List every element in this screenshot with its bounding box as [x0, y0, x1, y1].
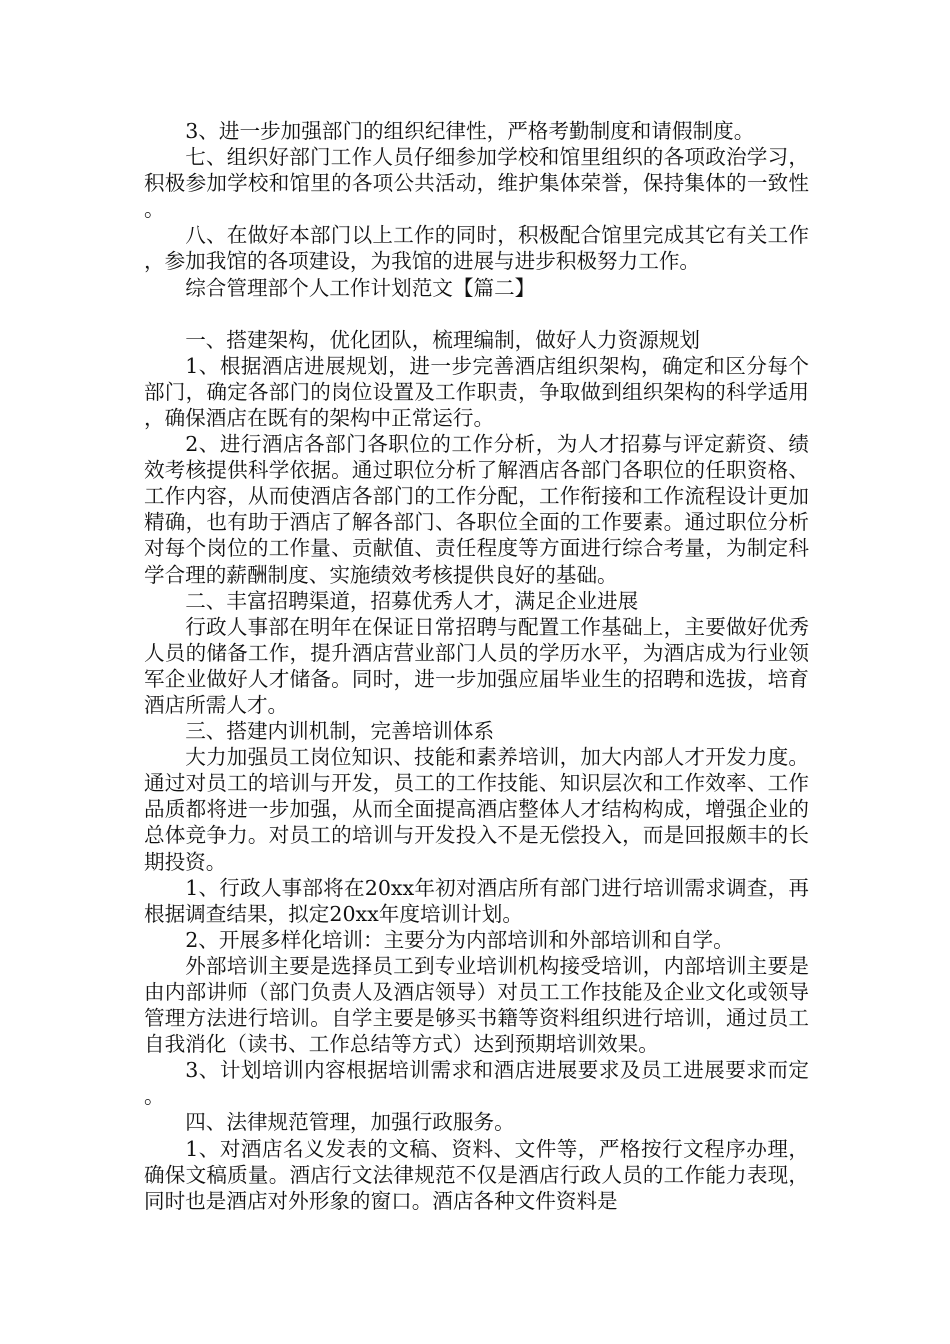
heading: 一、搭建架构，优化团队，梳理编制，做好人力资源规划	[185, 327, 701, 352]
paragraph: 1、对酒店名义发表的文稿、资料、文件等，严格按行文程序办理，确保文稿质量。酒店行文法律规范不仅是酒店行政人员的工作能力表现，同时也是酒店对外形象的窗口。酒店各种文件资料是	[144, 1136, 809, 1213]
paragraph: 1、根据酒店进展规划，进一步完善酒店组织架构，确定和区分每个部门，确定各部门的岗位设置及工作职责，争取做到组织架构的科学适用，确保酒店在既有的架构中正常运行。	[144, 353, 809, 430]
paragraph: 行政人事部在明年在保证日常招聘与配置工作基础上，主要做好优秀人员的储备工作，提升酒店营业部门人员的学历水平，为酒店成为行业领军企业做好人才储备。同时，进一步加强应届毕业生的招聘和选拔，培育酒店所需人才。	[144, 614, 809, 717]
document-body	[144, 118, 809, 1214]
section-title: 综合管理部个人工作计划范文【篇二】	[185, 275, 536, 300]
paragraph: 2、开展多样化培训：主要分为内部培训和外部培训和自学。	[185, 927, 734, 952]
paragraph: 八、在做好本部门以上工作的同时，积极配合馆里完成其它有关工作，参加我馆的各项建设，为我馆的进展与进步积极努力工作。	[144, 223, 809, 274]
paragraph: 七、组织好部门工作人员仔细参加学校和馆里组织的各项政治学习，积极参加学校和馆里的各项公共活动，维护集体荣誉，保持集体的一致性。	[144, 145, 809, 222]
heading: 四、法律规范管理，加强行政服务。	[185, 1110, 515, 1135]
paragraph: 2、进行酒店各部门各职位的工作分析，为人才招募与评定薪资、绩效考核提供科学依据。通过职位分析了解酒店各部门各职位的任职资格、工作内容，从而使酒店各部门的工作分配，工作衔接和工作流程设计更加精确，也有助于酒店了解各部门、各职位全面的工作要素。通过职位分析对每个岗位的工作量、贡献值、责任程度等方面进行综合考量，为制定科学合理的薪酬制度、实施绩效考核提供良好的基础。	[144, 432, 809, 587]
paragraph: 3、进一步加强部门的组织纪律性，严格考勤制度和请假制度。	[185, 119, 755, 143]
paragraph: 1、行政人事部将在20xx年初对酒店所有部门进行培训需求调查，再根据调查结果，拟定20xx年度培训计划。	[144, 875, 809, 926]
paragraph: 大力加强员工岗位知识、技能和素养培训，加大内部人才开发力度。通过对员工的培训与开发，员工的工作技能、知识层次和工作效率、工作品质都将进一步加强，从而全面提高酒店整体人才结构构成，增强企业的总体竞争力。对员工的培训与开发投入不是无偿投入，而是回报颇丰的长期投资。	[144, 745, 809, 874]
paragraph: 外部培训主要是选择员工到专业培训机构接受培训，内部培训主要是由内部讲师（部门负责人及酒店领导）对员工工作技能及企业文化或领导管理方法进行培训。自学主要是够买书籍等资料组织进行培训，通过员工自我消化（读书、工作总结等方式）达到预期培训效果。	[144, 953, 809, 1057]
paragraph: 3、计划培训内容根据培训需求和酒店进展要求及员工进展要求而定。	[144, 1058, 809, 1109]
heading: 三、搭建内训机制，完善培训体系	[185, 719, 495, 744]
heading: 二、丰富招聘渠道，招募优秀人才，满足企业进展	[185, 588, 639, 613]
